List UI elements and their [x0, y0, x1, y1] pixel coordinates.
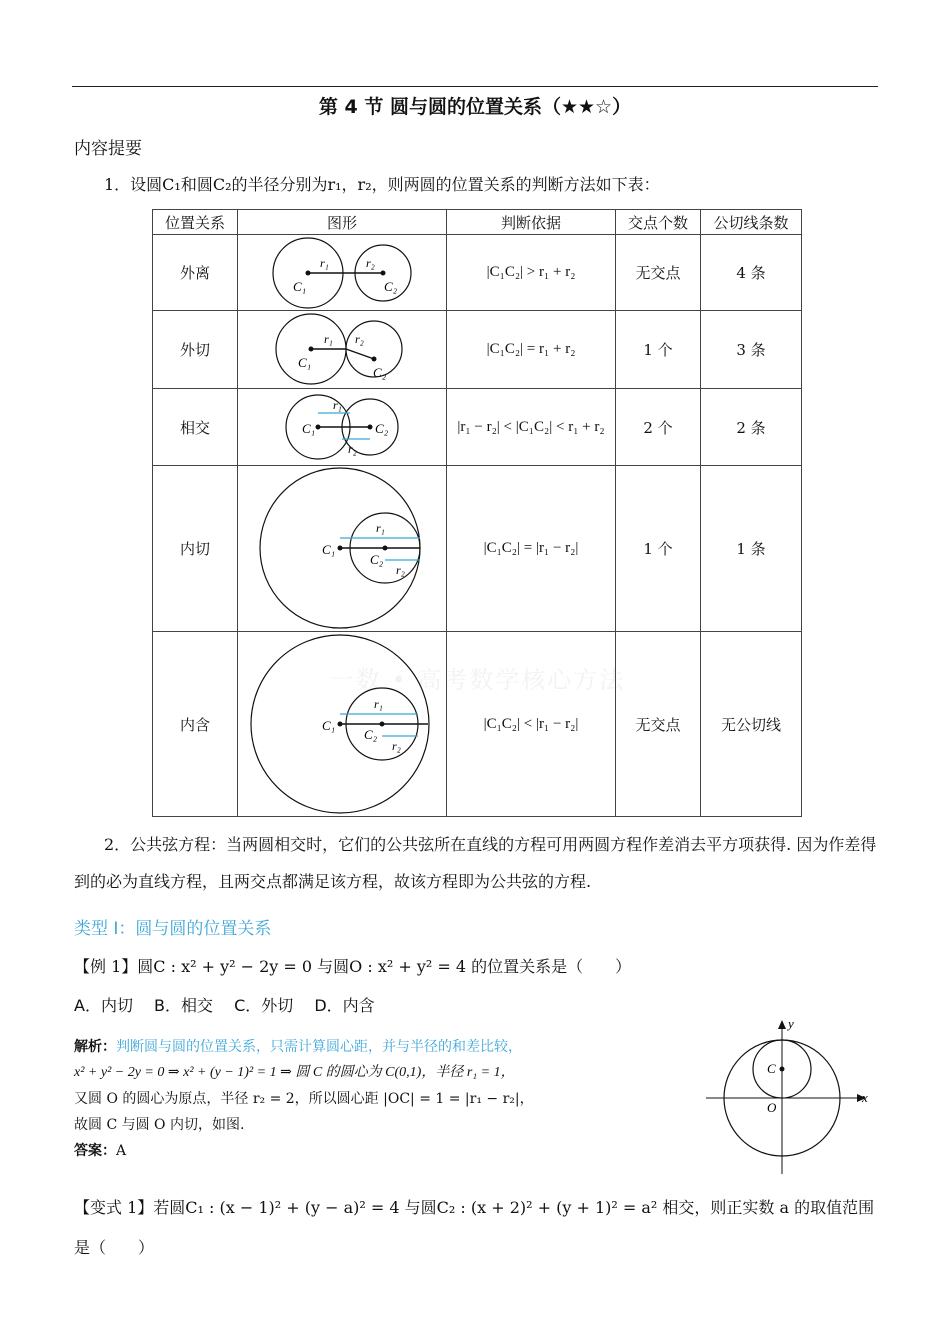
- internally-tangent-figure: [238, 466, 446, 631]
- points-cell: 1 个: [616, 311, 701, 389]
- tangents-cell: 无公切线: [701, 632, 802, 817]
- answer-label: 答案：: [74, 1143, 116, 1159]
- separate-circles-figure: [238, 235, 446, 310]
- svg-text:C₁: C₁: [293, 279, 307, 294]
- page-title: 第 4 节 圆与圆的位置关系（★★☆）: [318, 96, 632, 118]
- analysis-hint-line: [74, 1034, 534, 1060]
- example-1: 【例 1】圆C : x² + y² − 2y = 0 与圆O : x² + y² = 4 的位置关系是（ ）: [74, 957, 632, 976]
- header-cell: 判断依据: [447, 210, 616, 235]
- svg-text:r₂: r₂: [396, 563, 405, 577]
- header-cell: 公切线条数: [701, 210, 802, 235]
- analysis-hint: 判断圆与圆的位置关系，只需计算圆心距，并与半径的和差比较，: [116, 1039, 522, 1055]
- table-header-row: [153, 210, 802, 235]
- svg-text:C₁: C₁: [298, 355, 312, 370]
- points-cell: 2 个: [616, 389, 701, 466]
- svg-text:r₂: r₂: [392, 739, 401, 753]
- tangents-cell: 1 条: [701, 466, 802, 632]
- type-heading: 类型 I：圆与圆的位置关系: [74, 919, 272, 939]
- points-cell: 1 个: [616, 466, 701, 632]
- relation-cell: 外离: [153, 235, 238, 311]
- header-cell: 图形: [238, 210, 447, 235]
- intersecting-circles-figure: [238, 389, 446, 465]
- svg-text:r₂: r₂: [366, 256, 375, 270]
- points-cell: 无交点: [616, 235, 701, 311]
- svg-text:C₁: C₁: [322, 542, 336, 557]
- svg-text:C₁: C₁: [302, 421, 316, 436]
- analysis-line-3: 故圆 C 与圆 O 内切，如图.: [74, 1117, 245, 1133]
- header-cell: 交点个数: [616, 210, 701, 235]
- svg-text:r₁: r₁: [374, 697, 383, 711]
- section-heading: 内容提要: [74, 139, 142, 159]
- criterion-cell: |C₁C₂| > r₁ + r₂: [447, 235, 616, 311]
- svg-text:C₁: C₁: [322, 718, 336, 733]
- analysis-label: 解析：: [74, 1039, 116, 1055]
- example-1-options: A．内切 B．相交 C．外切 D．内含: [74, 996, 375, 1015]
- watermark: 一数 • 高考数学核心方法: [330, 666, 626, 694]
- relation-cell: 内切: [153, 466, 238, 632]
- analysis-line-1: x² + y² − 2y = 0 ⇒ x² + (y − 1)² = 1 ⇒ 圆 C 的圆心为 C(0,1)，半径 r₁ = 1，: [74, 1065, 515, 1080]
- svg-text:O: O: [767, 1100, 777, 1115]
- figure-cell: [238, 466, 447, 632]
- tangents-cell: 2 条: [701, 389, 802, 466]
- svg-text:r₁: r₁: [333, 398, 342, 412]
- answer-line: [74, 1138, 534, 1164]
- example-1-figure: [700, 1016, 880, 1176]
- table-row: [153, 389, 802, 466]
- relation-cell: 外切: [153, 311, 238, 389]
- tangents-cell: 4 条: [701, 235, 802, 311]
- figure-cell: [238, 235, 447, 311]
- svg-text:y: y: [788, 1016, 794, 1031]
- figure-cell: [238, 311, 447, 389]
- relation-cell: 相交: [153, 389, 238, 466]
- svg-text:C: C: [767, 1061, 776, 1076]
- svg-text:C₂: C₂: [384, 279, 398, 294]
- tangents-cell: 3 条: [701, 311, 802, 389]
- svg-text:C₂: C₂: [373, 365, 387, 380]
- svg-text:C₂: C₂: [370, 552, 384, 567]
- svg-text:r₁: r₁: [324, 332, 333, 346]
- criterion-cell: |C₁C₂| = r₁ + r₂: [447, 311, 616, 389]
- criterion-cell: |r₁ − r₂| < |C₁C₂| < r₁ + r₂: [447, 389, 616, 466]
- table-row: [153, 311, 802, 389]
- svg-text:x: x: [862, 1090, 868, 1105]
- svg-text:r₁: r₁: [376, 521, 385, 535]
- figure-cell: [238, 389, 447, 466]
- externally-tangent-figure: [238, 311, 446, 388]
- points-cell: 无交点: [616, 632, 701, 817]
- svg-text:r₂: r₂: [348, 442, 357, 456]
- answer-value: A: [116, 1143, 127, 1159]
- criterion-cell: |C₁C₂| < |r₁ − r₂|: [447, 632, 616, 817]
- svg-text:C₂: C₂: [364, 727, 378, 742]
- point-1-text: 1．设圆C₁和圆C₂的半径分别为r₁，r₂，则两圆的位置关系的判断方法如下表：: [104, 175, 660, 194]
- svg-text:C₂: C₂: [375, 421, 389, 436]
- variant-1: 【变式 1】若圆C₁ : (x − 1)² + (y − a)² = 4 与圆C₂ : (x + 2)² + (y + 1)² = a² 相交，则正实数 a 的取值范围是（ ）: [74, 1198, 875, 1257]
- analysis-block: [74, 1034, 534, 1164]
- analysis-line-2: 又圆 O 的圆心为原点，半径 r₂ = 2，所以圆心距 |OC| = 1 = |r₁ − r₂|，: [74, 1091, 534, 1107]
- header-cell: 位置关系: [153, 210, 238, 235]
- table-row: [153, 235, 802, 311]
- top-rule: [72, 86, 878, 87]
- criterion-cell: |C₁C₂| = |r₁ − r₂|: [447, 466, 616, 632]
- point-2-text: 2．公共弦方程：当两圆相交时，它们的公共弦所在直线的方程可用两圆方程作差消去平方项获得. 因为作差得到的必为直线方程，且两交点都满足该方程，故该方程即为公共弦的方程.: [74, 835, 877, 891]
- relation-table: [152, 209, 802, 817]
- svg-text:r₁: r₁: [320, 256, 329, 270]
- relation-cell: 内含: [153, 632, 238, 817]
- svg-text:r₂: r₂: [355, 332, 364, 346]
- table-row: [153, 466, 802, 632]
